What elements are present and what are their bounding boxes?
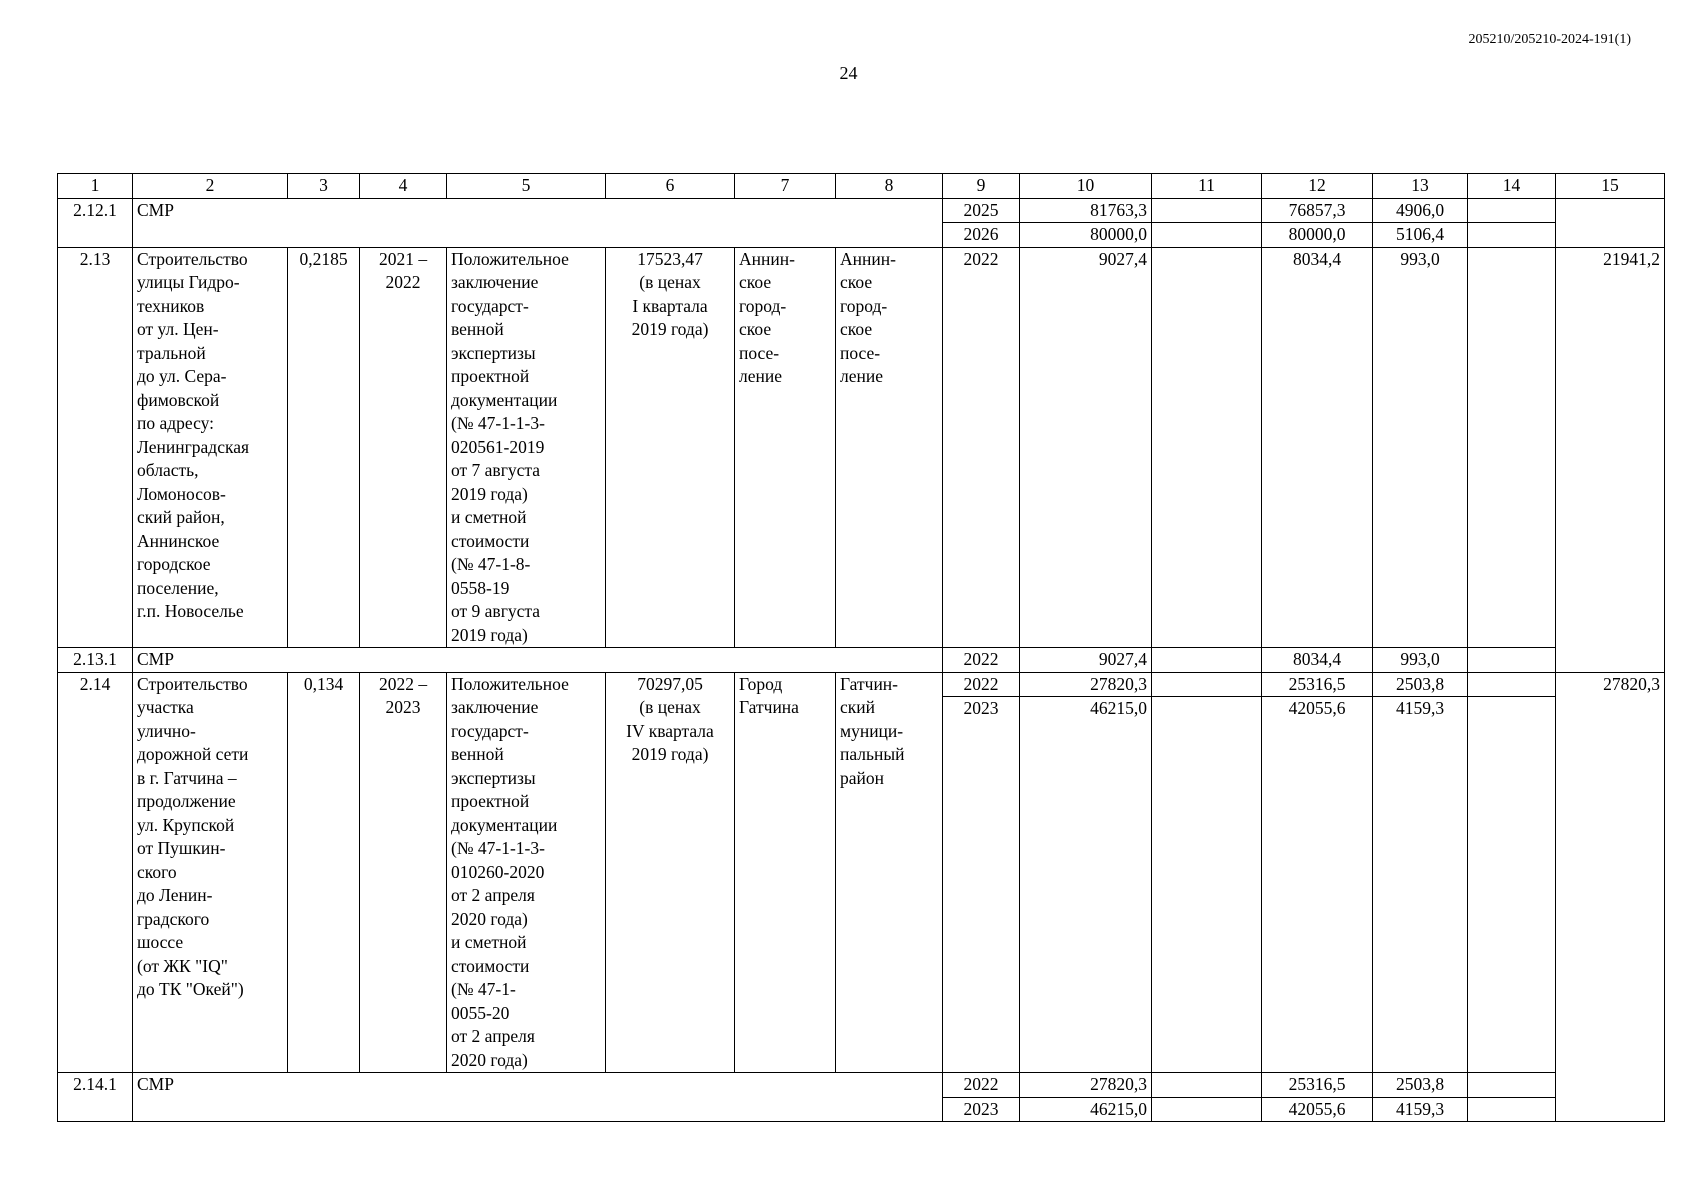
table-row	[58, 247, 1665, 648]
empty-cell	[1468, 1073, 1556, 1098]
local-budget-cell: 4159,3	[1373, 1097, 1468, 1122]
estimated-cost-cell: 70297,05 (в ценах IV квартала 2019 года)	[606, 672, 735, 1073]
year-cell: 2023	[943, 697, 1020, 1073]
header-cell: 1	[58, 174, 133, 199]
empty-cell	[1152, 1073, 1262, 1098]
table-row	[58, 672, 1665, 697]
total-cell: 46215,0	[1020, 697, 1152, 1073]
total-cell: 9027,4	[1020, 247, 1152, 648]
cost-limit-cell: 27820,3	[1556, 672, 1665, 1122]
customer-cell: Гатчин- ский муници- пальный район	[836, 672, 943, 1073]
expertise-cell: Положительное заключение государст- венной экспертизы проектной документации (№ 47-1-1-3- 020561-2019 от 7 августа 2019 года) и сметной стоимости (№ 47-1-8- 0558-19 от 9 августа 2019 года)	[447, 247, 606, 648]
row-number: 2.13.1	[58, 648, 133, 673]
cost-limit-cell: 21941,2	[1556, 247, 1665, 672]
row-label: СМР	[133, 648, 943, 673]
municipality-cell: Аннин- ское город- ское посе- ление	[735, 247, 836, 648]
local-budget-cell: 2503,8	[1373, 1073, 1468, 1098]
local-budget-cell: 2503,8	[1373, 672, 1468, 697]
header-cell: 3	[288, 174, 360, 199]
object-name: Строительство участка улично- дорожной сети в г. Гатчина – продолжение ул. Крупской от Пушкин- ского до Ленин- градского шоссе (от ЖК "IQ" до ТК "Окей")	[133, 672, 288, 1073]
local-budget-cell: 993,0	[1373, 247, 1468, 648]
empty-cell	[1556, 198, 1665, 247]
empty-cell	[1152, 198, 1262, 223]
period-cell: 2022 – 2023	[360, 672, 447, 1073]
header-cell: 8	[836, 174, 943, 199]
capacity-cell: 0,2185	[288, 247, 360, 648]
regional-budget-cell: 25316,5	[1262, 672, 1373, 697]
empty-cell	[1152, 697, 1262, 1073]
empty-cell	[1152, 223, 1262, 248]
regional-budget-cell: 76857,3	[1262, 198, 1373, 223]
year-cell: 2022	[943, 648, 1020, 673]
regional-budget-cell: 8034,4	[1262, 247, 1373, 648]
customer-cell: Аннин- ское город- ское посе- ление	[836, 247, 943, 648]
table-row	[58, 648, 1665, 673]
empty-cell	[1152, 648, 1262, 673]
year-cell: 2022	[943, 247, 1020, 648]
header-cell: 9	[943, 174, 1020, 199]
total-cell: 80000,0	[1020, 223, 1152, 248]
header-cell: 10	[1020, 174, 1152, 199]
year-cell: 2022	[943, 672, 1020, 697]
row-number: 2.12.1	[58, 198, 133, 247]
estimated-cost-cell: 17523,47 (в ценах I квартала 2019 года)	[606, 247, 735, 648]
total-cell: 27820,3	[1020, 672, 1152, 697]
regional-budget-cell: 8034,4	[1262, 648, 1373, 673]
header-cell: 11	[1152, 174, 1262, 199]
header-cell: 7	[735, 174, 836, 199]
empty-cell	[1468, 198, 1556, 223]
total-cell: 81763,3	[1020, 198, 1152, 223]
empty-cell	[1468, 1097, 1556, 1122]
financing-table	[57, 173, 1665, 1122]
expertise-cell: Положительное заключение государст- венной экспертизы проектной документации (№ 47-1-1-3- 010260-2020 от 2 апреля 2020 года) и сметной стоимости (№ 47-1- 0055-20 от 2 апреля 2020 года)	[447, 672, 606, 1073]
row-number: 2.14.1	[58, 1073, 133, 1122]
empty-cell	[1152, 1097, 1262, 1122]
table-row	[58, 1073, 1665, 1098]
empty-cell	[1152, 247, 1262, 648]
document-id: 205210/205210-2024-191(1)	[1468, 32, 1631, 47]
capacity-cell: 0,134	[288, 672, 360, 1073]
year-cell: 2023	[943, 1097, 1020, 1122]
empty-cell	[1468, 672, 1556, 697]
regional-budget-cell: 25316,5	[1262, 1073, 1373, 1098]
regional-budget-cell: 42055,6	[1262, 697, 1373, 1073]
header-cell: 14	[1468, 174, 1556, 199]
year-cell: 2025	[943, 198, 1020, 223]
row-label: СМР	[133, 1073, 943, 1122]
total-cell: 27820,3	[1020, 1073, 1152, 1098]
row-number: 2.13	[58, 247, 133, 648]
column-number-row	[58, 174, 1665, 199]
local-budget-cell: 4906,0	[1373, 198, 1468, 223]
empty-cell	[1468, 697, 1556, 1073]
local-budget-cell: 5106,4	[1373, 223, 1468, 248]
period-cell: 2021 – 2022	[360, 247, 447, 648]
header-cell: 15	[1556, 174, 1665, 199]
header-cell: 4	[360, 174, 447, 199]
regional-budget-cell: 42055,6	[1262, 1097, 1373, 1122]
row-label: СМР	[133, 198, 943, 247]
year-cell: 2026	[943, 223, 1020, 248]
header-cell: 6	[606, 174, 735, 199]
local-budget-cell: 993,0	[1373, 648, 1468, 673]
total-cell: 46215,0	[1020, 1097, 1152, 1122]
empty-cell	[1468, 223, 1556, 248]
empty-cell	[1468, 648, 1556, 673]
municipality-cell: Город Гатчина	[735, 672, 836, 1073]
empty-cell	[1152, 672, 1262, 697]
table-row	[58, 198, 1665, 223]
header-cell: 2	[133, 174, 288, 199]
object-name: Строительство улицы Гидро- техников от ул. Цен- тральной до ул. Сера- фимовской по адресу: Ленинградская область, Ломоносов- ский район, Аннинское городское поселение, г.п. Новоселье	[133, 247, 288, 648]
year-cell: 2022	[943, 1073, 1020, 1098]
header-cell: 5	[447, 174, 606, 199]
empty-cell	[1468, 247, 1556, 648]
header-cell: 13	[1373, 174, 1468, 199]
header-cell: 12	[1262, 174, 1373, 199]
total-cell: 9027,4	[1020, 648, 1152, 673]
regional-budget-cell: 80000,0	[1262, 223, 1373, 248]
local-budget-cell: 4159,3	[1373, 697, 1468, 1073]
row-number: 2.14	[58, 672, 133, 1073]
page-number: 24	[839, 63, 858, 83]
